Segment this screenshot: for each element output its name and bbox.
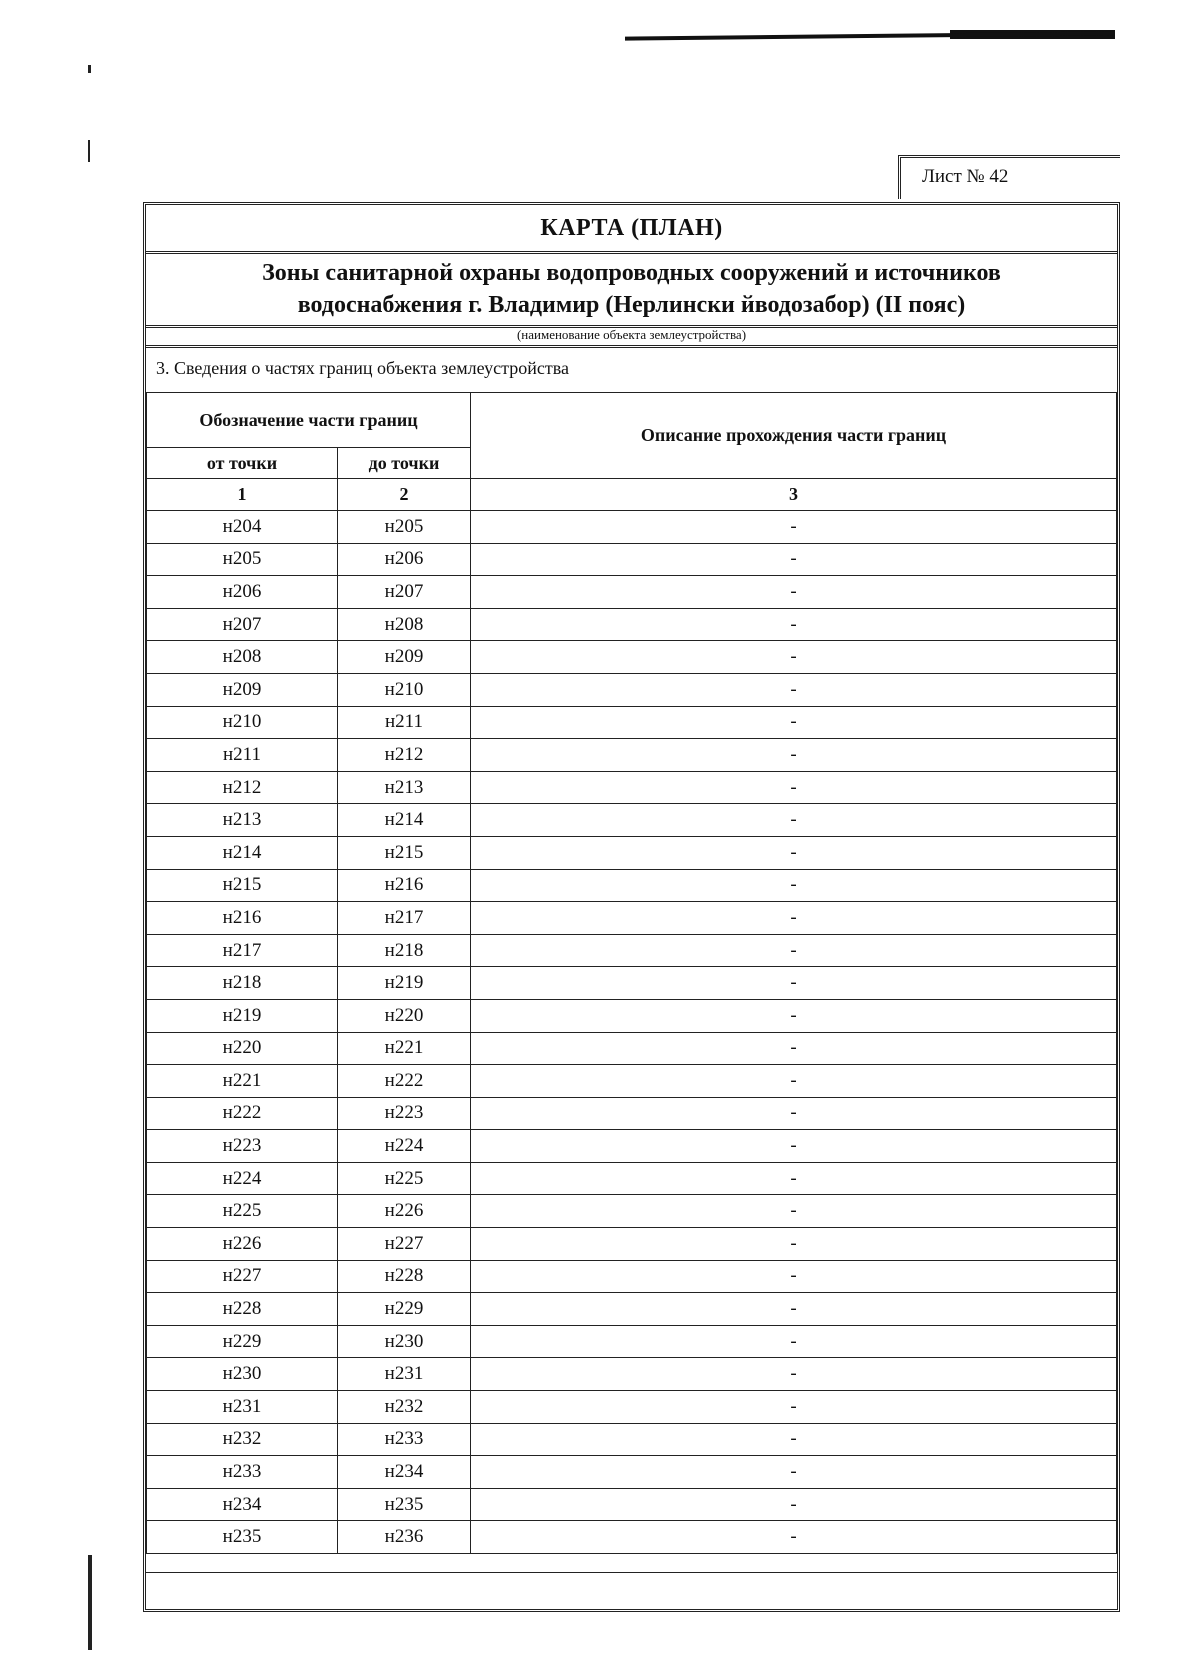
column-header-description: Описание прохождения части границ xyxy=(471,393,1117,479)
table-row xyxy=(147,511,1117,544)
cell-from-point: н222 xyxy=(147,1097,338,1130)
cell-to-point: н216 xyxy=(338,869,471,902)
cell-from-point: н208 xyxy=(147,641,338,674)
cell-to-point: н228 xyxy=(338,1260,471,1293)
cell-to-point: н217 xyxy=(338,902,471,935)
table-row xyxy=(147,1130,1117,1163)
cell-description: - xyxy=(471,543,1117,576)
cell-from-point: н234 xyxy=(147,1488,338,1521)
cell-to-point: н214 xyxy=(338,804,471,837)
column-number: 2 xyxy=(338,479,471,511)
cell-from-point: н204 xyxy=(147,511,338,544)
table-row xyxy=(147,902,1117,935)
cell-to-point: н215 xyxy=(338,836,471,869)
cell-from-point: н219 xyxy=(147,999,338,1032)
cell-from-point: н233 xyxy=(147,1456,338,1489)
cell-description: - xyxy=(471,1391,1117,1424)
cell-description: - xyxy=(471,1097,1117,1130)
cell-description: - xyxy=(471,1325,1117,1358)
table-row xyxy=(147,804,1117,837)
cell-from-point: н227 xyxy=(147,1260,338,1293)
table-row xyxy=(147,739,1117,772)
table-row xyxy=(147,1488,1117,1521)
cell-description: - xyxy=(471,999,1117,1032)
cell-description: - xyxy=(471,1195,1117,1228)
scan-margin-mark xyxy=(88,140,90,162)
table-row xyxy=(147,1358,1117,1391)
object-name-line-1: Зоны санитарной охраны водопроводных сооружений и источников xyxy=(262,260,1001,286)
cell-to-point: н210 xyxy=(338,673,471,706)
table-row xyxy=(147,608,1117,641)
divider xyxy=(146,345,1117,348)
cell-description: - xyxy=(471,1521,1117,1554)
cell-from-point: н229 xyxy=(147,1325,338,1358)
cell-to-point: н225 xyxy=(338,1162,471,1195)
cell-from-point: н226 xyxy=(147,1228,338,1261)
table-row xyxy=(147,1162,1117,1195)
cell-description: - xyxy=(471,1423,1117,1456)
table-row xyxy=(147,1097,1117,1130)
scan-margin-mark xyxy=(88,1555,92,1650)
boundary-parts-table xyxy=(146,392,1117,1554)
table-row xyxy=(147,1325,1117,1358)
cell-from-point: н216 xyxy=(147,902,338,935)
table-row xyxy=(147,934,1117,967)
group-header: Обозначение части границ xyxy=(147,393,471,448)
cell-from-point: н214 xyxy=(147,836,338,869)
table-row xyxy=(147,1391,1117,1424)
cell-from-point: н209 xyxy=(147,673,338,706)
cell-description: - xyxy=(471,1228,1117,1261)
cell-to-point: н222 xyxy=(338,1065,471,1098)
cell-description: - xyxy=(471,576,1117,609)
cell-from-point: н231 xyxy=(147,1391,338,1424)
cell-description: - xyxy=(471,771,1117,804)
table-row xyxy=(147,869,1117,902)
cell-to-point: н220 xyxy=(338,999,471,1032)
cell-to-point: н208 xyxy=(338,608,471,641)
column-header-from: от точки xyxy=(147,448,338,479)
cell-to-point: н230 xyxy=(338,1325,471,1358)
table-row xyxy=(147,1065,1117,1098)
cell-description: - xyxy=(471,706,1117,739)
table-row xyxy=(147,1293,1117,1326)
cell-to-point: н223 xyxy=(338,1097,471,1130)
table-row xyxy=(147,836,1117,869)
table-row xyxy=(147,1260,1117,1293)
table-row xyxy=(147,543,1117,576)
cell-description: - xyxy=(471,902,1117,935)
cell-description: - xyxy=(471,641,1117,674)
cell-description: - xyxy=(471,1488,1117,1521)
cell-description: - xyxy=(471,1065,1117,1098)
cell-to-point: н205 xyxy=(338,511,471,544)
sheet-number: Лист № 42 xyxy=(922,166,1009,187)
cell-description: - xyxy=(471,1358,1117,1391)
cell-from-point: н221 xyxy=(147,1065,338,1098)
table-row xyxy=(147,576,1117,609)
cell-from-point: н225 xyxy=(147,1195,338,1228)
section-title: 3. Сведения о частях границ объекта землеустройства xyxy=(156,358,569,378)
cell-description: - xyxy=(471,836,1117,869)
cell-to-point: н235 xyxy=(338,1488,471,1521)
cell-description: - xyxy=(471,869,1117,902)
cell-from-point: н232 xyxy=(147,1423,338,1456)
column-number: 1 xyxy=(147,479,338,511)
cell-to-point: н207 xyxy=(338,576,471,609)
divider xyxy=(146,251,1117,254)
cell-from-point: н230 xyxy=(147,1358,338,1391)
cell-to-point: н229 xyxy=(338,1293,471,1326)
table-row xyxy=(147,1521,1117,1554)
object-name-line-2: водоснабжения г. Владимир (Нерлински йводозабор) (II пояс) xyxy=(297,292,966,318)
table-row xyxy=(147,706,1117,739)
cell-to-point: н232 xyxy=(338,1391,471,1424)
cell-to-point: н236 xyxy=(338,1521,471,1554)
cell-to-point: н224 xyxy=(338,1130,471,1163)
cell-from-point: н210 xyxy=(147,706,338,739)
cell-description: - xyxy=(471,934,1117,967)
cell-to-point: н221 xyxy=(338,1032,471,1065)
cell-description: - xyxy=(471,804,1117,837)
table-bottom-line xyxy=(146,1572,1117,1573)
column-header-to: до точки xyxy=(338,448,471,479)
cell-from-point: н211 xyxy=(147,739,338,772)
cell-from-point: н235 xyxy=(147,1521,338,1554)
cell-to-point: н227 xyxy=(338,1228,471,1261)
cell-from-point: н228 xyxy=(147,1293,338,1326)
cell-from-point: н223 xyxy=(147,1130,338,1163)
table-row xyxy=(147,1456,1117,1489)
cell-to-point: н209 xyxy=(338,641,471,674)
cell-description: - xyxy=(471,1032,1117,1065)
cell-from-point: н207 xyxy=(147,608,338,641)
cell-from-point: н212 xyxy=(147,771,338,804)
cell-to-point: н219 xyxy=(338,967,471,1000)
document-title: КАРТА (ПЛАН) xyxy=(540,215,723,241)
cell-description: - xyxy=(471,967,1117,1000)
cell-description: - xyxy=(471,673,1117,706)
column-number: 3 xyxy=(471,479,1117,511)
cell-to-point: н231 xyxy=(338,1358,471,1391)
table-row xyxy=(147,1032,1117,1065)
cell-to-point: н218 xyxy=(338,934,471,967)
cell-to-point: н206 xyxy=(338,543,471,576)
cell-to-point: н234 xyxy=(338,1456,471,1489)
table-row xyxy=(147,1228,1117,1261)
table-row xyxy=(147,967,1117,1000)
table-row xyxy=(147,673,1117,706)
cell-to-point: н233 xyxy=(338,1423,471,1456)
cell-description: - xyxy=(471,1130,1117,1163)
cell-from-point: н213 xyxy=(147,804,338,837)
cell-from-point: н218 xyxy=(147,967,338,1000)
object-name-caption: (наименование объекта землеустройства) xyxy=(516,327,747,342)
cell-to-point: н213 xyxy=(338,771,471,804)
scan-top-line xyxy=(625,31,1115,40)
table-row xyxy=(147,771,1117,804)
cell-description: - xyxy=(471,1260,1117,1293)
cell-from-point: н206 xyxy=(147,576,338,609)
cell-description: - xyxy=(471,1293,1117,1326)
table-row xyxy=(147,1423,1117,1456)
cell-description: - xyxy=(471,1456,1117,1489)
scan-margin-mark xyxy=(88,65,91,73)
cell-from-point: н224 xyxy=(147,1162,338,1195)
cell-description: - xyxy=(471,608,1117,641)
cell-from-point: н217 xyxy=(147,934,338,967)
document-frame xyxy=(143,202,1120,1612)
table-body xyxy=(147,511,1117,1554)
cell-to-point: н211 xyxy=(338,706,471,739)
cell-description: - xyxy=(471,1162,1117,1195)
cell-to-point: н226 xyxy=(338,1195,471,1228)
cell-from-point: н215 xyxy=(147,869,338,902)
cell-description: - xyxy=(471,511,1117,544)
cell-to-point: н212 xyxy=(338,739,471,772)
cell-from-point: н220 xyxy=(147,1032,338,1065)
cell-description: - xyxy=(471,739,1117,772)
object-name xyxy=(146,257,1117,321)
table-row xyxy=(147,641,1117,674)
table-row xyxy=(147,999,1117,1032)
cell-from-point: н205 xyxy=(147,543,338,576)
table-row xyxy=(147,1195,1117,1228)
